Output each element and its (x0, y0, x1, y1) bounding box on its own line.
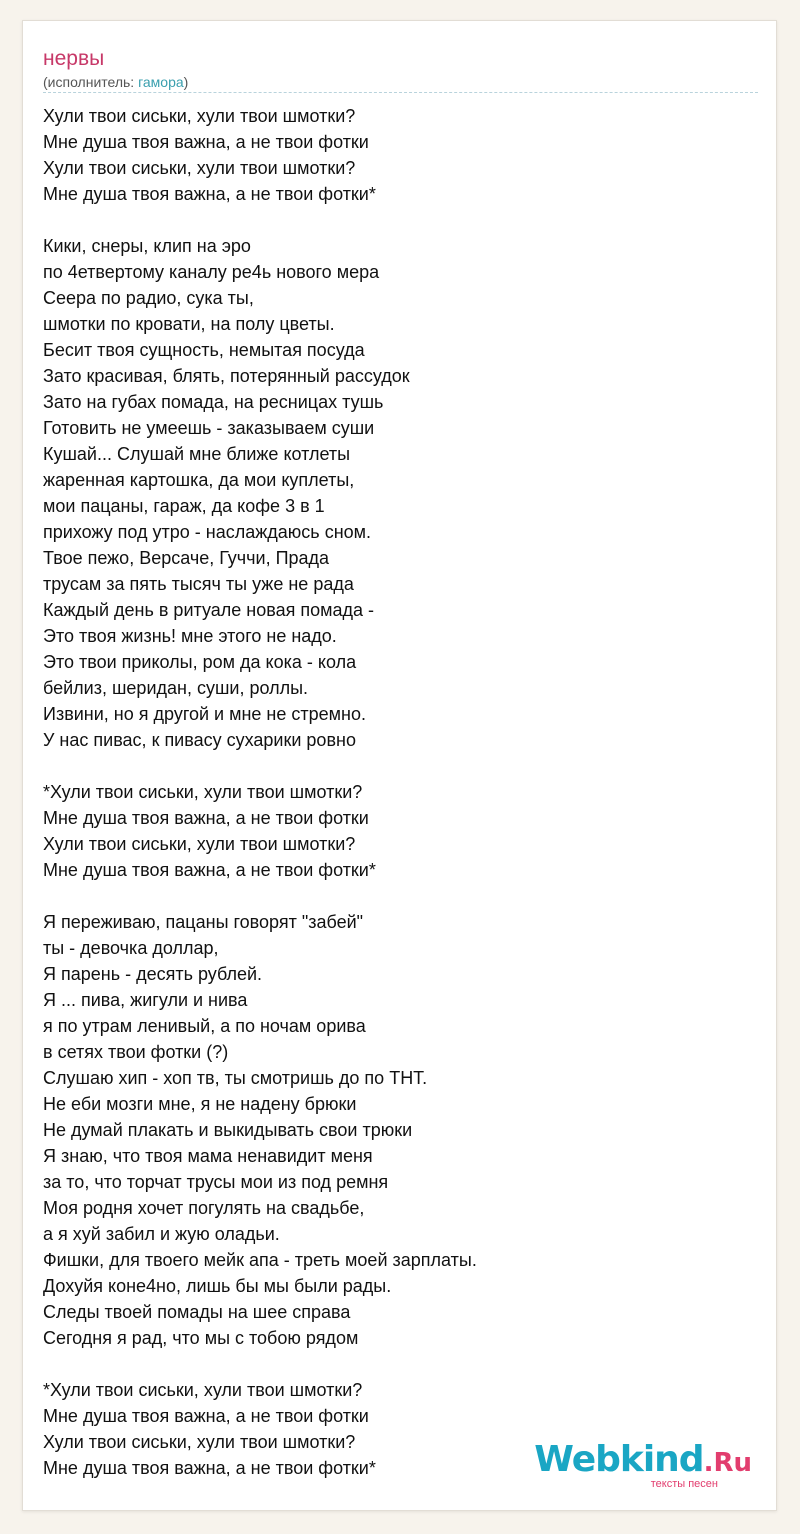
lyric-line: Каждый день в ритуале новая помада - (43, 600, 374, 620)
lyric-line: Мне душа твоя важна, а не твои фотки (43, 1406, 369, 1426)
lyric-line: *Хули твои сиськи, хули твои шмотки? (43, 782, 363, 802)
artist-link[interactable]: гамора (138, 74, 184, 90)
lyric-line: Я переживаю, пацаны говорят "забей" (43, 912, 364, 932)
lyric-line: Извини, но я другой и мне не стремно. (43, 704, 366, 724)
lyric-line: Мне душа твоя важна, а не твои фотки (43, 132, 369, 152)
lyric-line: Готовить не умеешь - заказываем суши (43, 418, 375, 438)
song-title: нервы (43, 47, 105, 70)
lyric-line: Кики, снеры, клип на эро (43, 236, 251, 256)
lyric-line: Мне душа твоя важна, а не твои фотки (43, 808, 369, 828)
lyric-line: Сеера по радио, сука ты, (43, 288, 254, 308)
artist-prefix: (исполнитель: (43, 74, 139, 90)
lyric-line: я по утрам ленивый, а по ночам орива (43, 1016, 366, 1036)
lyric-line: по 4етвертому каналу ре4ь нового мера (43, 262, 380, 282)
lyric-line: Зато на губах помада, на ресницах тушь (43, 392, 384, 412)
lyric-line: Хули твои сиськи, хули твои шмотки? (43, 834, 356, 854)
lyric-line: Твое пежо, Версаче, Гуччи, Прада (43, 548, 330, 568)
lyric-line: *Хули твои сиськи, хули твои шмотки? (43, 1380, 363, 1400)
lyric-line: шмотки по кровати, на полу цветы. (43, 314, 335, 334)
lyric-line: Мне душа твоя важна, а не твои фотки* (43, 860, 376, 880)
lyric-line: Я ... пива, жигули и нива (43, 990, 248, 1010)
site-logo[interactable] (534, 1441, 752, 1490)
lyric-line: Хули твои сиськи, хули твои шмотки? (43, 1432, 356, 1452)
lyric-line: У нас пивас, к пивасу сухарики ровно (43, 730, 356, 750)
lyric-line: Не еби мозги мне, я не надену брюки (43, 1094, 357, 1114)
stanza-gap (43, 753, 758, 779)
lyric-line: Хули твои сиськи, хули твои шмотки? (43, 106, 356, 126)
logo-tagline: тексты песен (650, 1478, 718, 1490)
lyrics-card (22, 20, 777, 1511)
lyric-line: Кушай... Слушай мне ближе котлеты (43, 444, 351, 464)
lyric-line: Следы твоей помады на шее справа (43, 1302, 351, 1322)
lyric-line: Моя родня хочет погулять на свадьбе, (43, 1198, 365, 1218)
lyric-line: Я парень - десять рублей. (43, 964, 263, 984)
lyric-line: бейлиз, шеридан, суши, роллы. (43, 678, 309, 698)
lyric-line: Это твои приколы, ром да кока - кола (43, 652, 357, 672)
lyric-line: Мне душа твоя важна, а не твои фотки* (43, 1458, 376, 1478)
lyric-line: Дохуйя коне4но, лишь бы мы были рады. (43, 1276, 392, 1296)
logo-main-text: Webkind (534, 1439, 704, 1480)
artist-line (43, 73, 188, 91)
stanza-gap (43, 883, 758, 909)
lyric-line: Это твоя жизнь! мне этого не надо. (43, 626, 337, 646)
lyric-line: Хули твои сиськи, хули твои шмотки? (43, 158, 356, 178)
lyric-line: прихожу под утро - наслаждаюсь сном. (43, 522, 372, 542)
lyric-line: ты - девочка доллар, (43, 938, 219, 958)
lyric-line: Фишки, для твоего мейк апа - треть моей зарплаты. (43, 1250, 477, 1270)
lyrics-text (43, 103, 758, 1481)
lyric-line: Слушаю хип - хоп тв, ты смотришь до по ТНТ. (43, 1068, 428, 1088)
logo-suffix: .Ru (703, 1448, 752, 1478)
lyric-line: за то, что торчат трусы мои из под ремня (43, 1172, 389, 1192)
lyric-line: а я хуй забил и жую оладьи. (43, 1224, 280, 1244)
lyric-line: Сегодня я рад, что мы с тобою рядом (43, 1328, 359, 1348)
lyric-line: жаренная картошка, да мои куплеты, (43, 470, 355, 490)
lyric-line: в сетях твои фотки (?) (43, 1042, 229, 1062)
artist-suffix: ) (183, 74, 189, 90)
stanza-gap (43, 207, 758, 233)
logo-wordmark (534, 1441, 752, 1482)
lyric-line: Я знаю, что твоя мама ненавидит меня (43, 1146, 373, 1166)
lyric-line: Бесит твоя сущность, немытая посуда (43, 340, 365, 360)
lyric-line: Мне душа твоя важна, а не твои фотки* (43, 184, 376, 204)
lyric-line: мои пацаны, гараж, да кофе 3 в 1 (43, 496, 325, 516)
lyric-line: Зато красивая, блять, потерянный рассудок (43, 366, 410, 386)
title-divider (43, 92, 758, 93)
lyric-line: Не думай плакать и выкидывать свои трюки (43, 1120, 413, 1140)
lyric-line: трусам за пять тысяч ты уже не рада (43, 574, 354, 594)
stanza-gap (43, 1351, 758, 1377)
